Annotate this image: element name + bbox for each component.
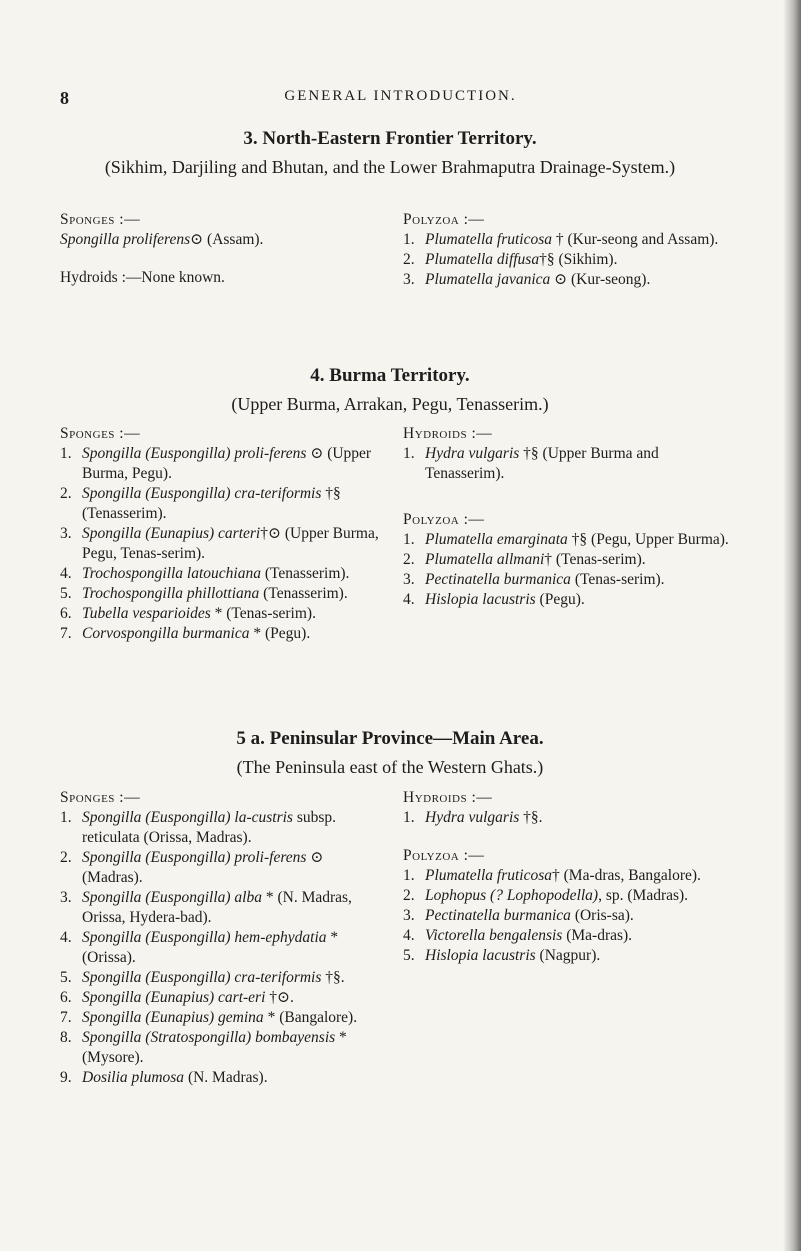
right-column <box>403 424 730 610</box>
list-item: 1. Hydra vulgaris †§ (Upper Burma and Tenasserim). <box>403 445 659 482</box>
section-north-eastern <box>45 128 735 178</box>
list-item: 2. Spongilla (Euspongilla) cra-teriformis †§ (Tenasserim). <box>60 485 341 522</box>
running-head: GENERAL INTRODUCTION. <box>284 88 517 104</box>
list-item: Spongilla proliferens⊙ (Assam). <box>60 231 264 248</box>
right-column <box>403 788 730 966</box>
list-item: 4. Spongilla (Euspongilla) hem-ephydatia * (Orissa). <box>60 929 339 966</box>
polyzoa-list <box>403 530 730 610</box>
page-number: 8 <box>60 88 69 108</box>
list-item: 3. Pectinatella burmanica (Oris-sa). <box>403 907 634 924</box>
list-item: 1. Plumatella fruticosa† (Ma-dras, Bangalore). <box>403 867 701 884</box>
section-title: 3. North-Eastern Frontier Territory. <box>243 128 537 149</box>
list-item: 2. Lophopus (? Lophopodella), sp. (Madras). <box>403 887 689 904</box>
list-item: 1. Spongilla (Euspongilla) la-custris subsp. reticulata (Orissa, Madras). <box>60 809 337 846</box>
list-item: 1. Hydra vulgaris †§. <box>403 809 543 826</box>
polyzoa-header: Polyzoa :— <box>403 847 485 864</box>
list-item: 3. Plumatella javanica ⊙ (Kur-seong). <box>403 271 651 288</box>
list-item: 1. Plumatella fruticosa † (Kur-seong and Assam). <box>403 231 719 248</box>
sponges-header: Sponges :— <box>60 789 141 806</box>
section-title: 4. Burma Territory. <box>310 365 470 386</box>
section-peninsular <box>45 728 735 778</box>
list-item: 4. Victorella bengalensis (Ma-dras). <box>403 927 633 944</box>
list-item: 1. Spongilla (Euspongilla) proli-ferens ⊙ (Upper Burma, Pegu). <box>60 445 372 482</box>
section-subtitle: (Upper Burma, Arrakan, Pegu, Tenasserim.) <box>231 394 549 414</box>
list-item: 2. Spongilla (Euspongilla) proli-ferens ⊙ (Madras). <box>60 849 324 886</box>
list-item: 1. Plumatella emarginata †§ (Pegu, Upper Burma). <box>403 531 729 548</box>
right-column <box>403 210 730 290</box>
section-burma <box>45 365 735 415</box>
list-item: 7. Corvospongilla burmanica * (Pegu). <box>60 625 311 642</box>
list-item: 2. Plumatella allmani† (Tenas-serim). <box>403 551 646 568</box>
list-item: 8. Spongilla (Stratospongilla) bombayensis * (Mysore). <box>60 1029 347 1066</box>
sponges-header: Sponges :— <box>60 211 141 228</box>
list-item: 3. Pectinatella burmanica (Tenas-serim). <box>403 571 665 588</box>
hydroids-note: Hydroids :—None known. <box>60 269 225 286</box>
list-item: 9. Dosilia plumosa (N. Madras). <box>60 1069 268 1086</box>
list-item: 6. Tubella vesparioides * (Tenas-serim). <box>60 605 316 622</box>
left-column <box>60 788 380 1088</box>
list-item: 3. Spongilla (Eunapius) carteri†⊙ (Upper Burma, Pegu, Tenas-serim). <box>60 525 379 562</box>
page-edge-shadow <box>783 0 801 1251</box>
list-item: 5. Trochospongilla phillottiana (Tenasserim). <box>60 585 348 602</box>
sponges-list <box>60 808 380 1088</box>
hydroids-header: Hydroids :— <box>403 425 493 442</box>
section-subtitle: (The Peninsula east of the Western Ghats.) <box>236 757 544 777</box>
list-item: 5. Hislopia lacustris (Nagpur). <box>403 947 601 964</box>
hydroids-list <box>403 444 730 484</box>
left-column <box>60 424 380 644</box>
list-item: 6. Spongilla (Eunapius) cart-eri †⊙. <box>60 989 294 1006</box>
list-item: 7. Spongilla (Eunapius) gemina * (Bangalore). <box>60 1009 358 1026</box>
list-item: 2. Plumatella diffusa†§ (Sikhim). <box>403 251 618 268</box>
sponges-list <box>60 444 380 644</box>
section-subtitle: (Sikhim, Darjiling and Bhutan, and the Lower Brahmaputra Drainage-System.) <box>104 157 676 177</box>
hydroids-header: Hydroids :— <box>403 789 493 806</box>
polyzoa-list <box>403 230 730 290</box>
list-item: 4. Trochospongilla latouchiana (Tenasserim). <box>60 565 350 582</box>
hydroids-list <box>403 808 730 828</box>
list-item: 3. Spongilla (Euspongilla) alba * (N. Madras, Orissa, Hydera-bad). <box>60 889 352 926</box>
sponges-header: Sponges :— <box>60 425 141 442</box>
list-item: 4. Hislopia lacustris (Pegu). <box>403 591 585 608</box>
list-item: 5. Spongilla (Euspongilla) cra-teriformis †§. <box>60 969 345 986</box>
section-title: 5 a. Peninsular Province—Main Area. <box>236 728 544 749</box>
left-column <box>60 210 380 288</box>
polyzoa-list <box>403 866 730 966</box>
polyzoa-header: Polyzoa :— <box>403 211 485 228</box>
polyzoa-header: Polyzoa :— <box>403 511 485 528</box>
